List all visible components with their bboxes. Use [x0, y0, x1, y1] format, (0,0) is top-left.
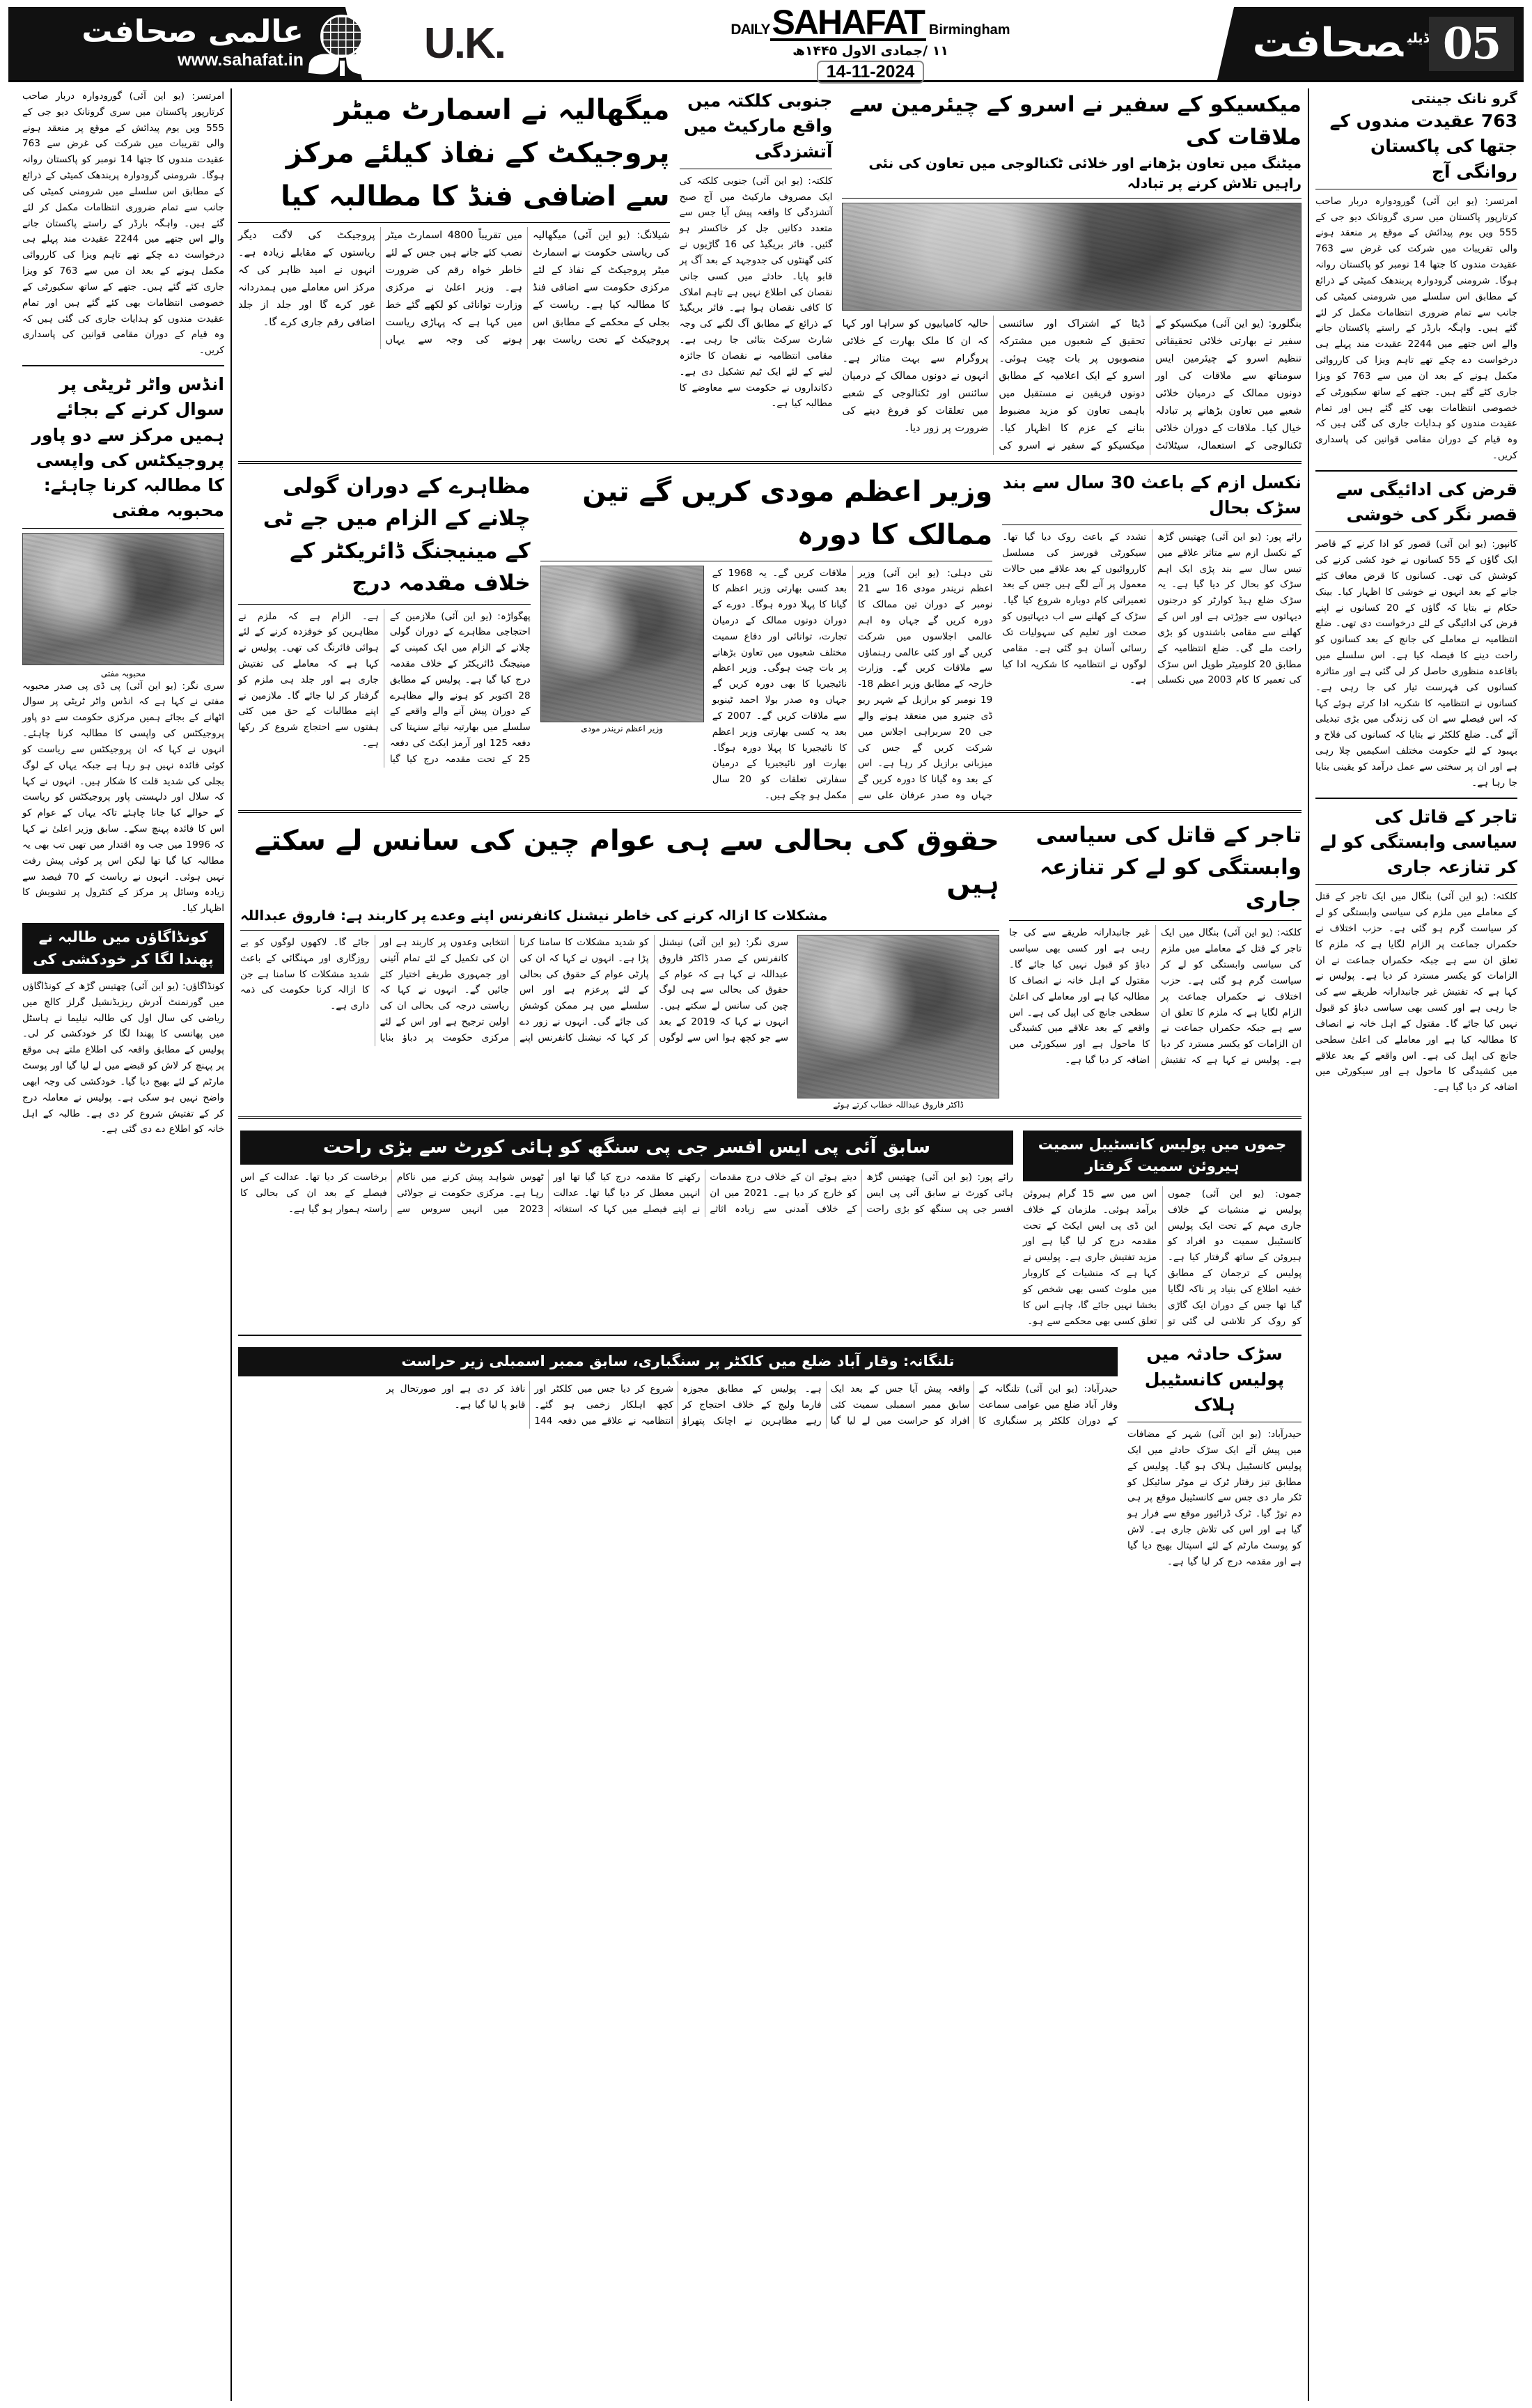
farooq-headline: حقوق کی بحالی سے ہی عوام چین کی سانس لے سکتے ہیں [254, 824, 999, 900]
edition-label: U.K. [424, 20, 505, 68]
story-trader-spill [1009, 819, 1302, 1110]
masthead-urdu-main: صحافت [1252, 24, 1403, 63]
globe-leaf-logo-icon [311, 12, 375, 76]
globe-icon [320, 15, 364, 58]
student-suicide-headline: کونڈاگاؤں میں طالبہ نے پھندا لگا کر خودکشی کی [22, 923, 224, 974]
story-trader-murder [1315, 805, 1517, 1096]
trader-spill-headline: تاجر کے قاتل کی سیاسی وابستگی کو لے کر تنازعہ جاری [1035, 822, 1302, 912]
website-url: www.sahafat.in [177, 50, 304, 70]
leaf-left-icon [308, 52, 340, 75]
divider [1009, 920, 1302, 921]
left-filler-top [22, 88, 224, 359]
gregorian-date: 14-11-2024 [817, 61, 925, 84]
mehbooba-photo-caption: محبوبہ مفتی [100, 668, 146, 678]
divider [240, 930, 999, 931]
gurunanak-kicker: گرو نانک جینتی [1411, 90, 1517, 107]
story-gurunanak [1315, 88, 1517, 464]
farooq-body: سری نگر: (یو این آئی) نیشنل کانفرنس کے صدر ڈاکٹر فاروق عبداللہ نے کہا ہے کہ عوام کے حقوق کی بحالی سے ہی لوگ چین کی سانس لے سکتے ہیں۔ انہوں نے کہا کہ 2019 کے بعد سے جو کچھ ہوا اس سے لوگوں کو شدید مشکلات کا سامنا کرنا پڑا ہے۔ انہوں نے کہا کہ ان کی پارٹی عوام کے حقوق کی بحالی کے لئے پرعزم ہے اور اس سلسلے میں ہر ممکن کوشش کی جائے گی۔ انہوں نے زور دے کر کہا کہ نیشنل کانفرنس اپنے انتخابی وعدوں پر کاربند ہے اور ان کی تکمیل کے لئے تمام آئینی اور جمہوری طریقے اختیار کئے جائیں گے۔ انہوں نے کہا کہ ریاستی درجہ کی بحالی ان کی اولین ترجیح ہے اور اس کے لئے مرکزی حکومت پر دباؤ بنایا جائے گا۔ لاکھوں لوگوں کو بے روزگاری اور مہنگائی کے باعث شدید مشکلات کا سامنا ہے جن کا ازالہ کرنا حکومت کی ذمہ داری ہے۔ [240, 936, 788, 1043]
protest-firing-headline: مظاہرے کے دوران گولی چلانے کے الزام میں جے ٹی کے مینیجنگ ڈائریکٹر کے خلاف مقدمہ درج [263, 473, 531, 596]
story-loan-relief [1315, 477, 1517, 791]
left-column [16, 88, 232, 2401]
story-jammu-heroin [1023, 1125, 1302, 1329]
fourth-band [238, 1125, 1302, 1329]
kolkata-fire-headline: جنوبی کلکتہ میں واقع مارکیٹ میں آتشزدگی [683, 91, 833, 162]
mehbooba-photo [22, 533, 224, 665]
story-kolkata-fire [680, 88, 833, 455]
story-protest-firing [238, 470, 531, 804]
naxal-road-headline: نکسل ازم کے باعث 30 سال سے بند سڑک بحال [1002, 472, 1302, 518]
mexico-isro-body: بنگلورو: (یو این آئی) میکسیکو کے سفیر نے بھارتی خلائی تحقیقاتی تنظیم اسرو کے چیئرمین ایس سومناتھ سے ملاقات کی اور دونوں ممالک کے درمیان خلائی شعبے میں تعاون بڑھانے پر تبادلہ خیال کیا۔ ملاقات کے دوران خلائی ٹکنالوجی کے استعمال، سیٹلائٹ ڈیٹا کے اشتراک اور سائنسی تحقیق کے شعبوں میں مشترکہ منصوبوں پر بات چیت ہوئی۔ اسرو کے ایک اعلامیہ کے مطابق دونوں فریقین نے مستقبل میں باہمی تعاون کو مزید مضبوط بنانے کے عزم کا اظہار کیا۔ میکسیکو کے سفیر نے اسرو کی حالیہ کامیابیوں کو سراہا اور کہا کہ ان کا ملک بھارت کے خلائی پروگرام سے بہت متاثر ہے۔ انہوں نے دونوں ممالک کے درمیان سائنس اور ٹکنالوجی کے شعبے میں تعلقات کو فروغ دینے کی ضرورت پر زور دیا۔ [842, 318, 1302, 451]
modi-photo [540, 566, 704, 722]
masthead-urdu-title [1196, 24, 1429, 63]
road-accident-body: حیدرآباد: (یو این آئی) شہر کے مضافات میں پیش آئے ایک سڑک حادثے میں ایک پولیس کانسٹیبل ہلاک ہو گیا۔ پولیس کے مطابق تیز رفتار ٹرک نے موٹر سائیکل کو ٹکر مار دی جس سے کانسٹیبل موقع پر ہی دم توڑ گیا۔ ٹرک ڈرائیور موقع سے فرار ہو گیا ہے اور اس کی تلاش جاری ہے۔ لاش کو پوسٹ مارٹم کے لئے اسپتال بھیج دیا گیا ہے اور مقدمہ درج کر لیا گیا ہے۔ [1127, 1429, 1302, 1567]
loan-relief-body: کانپور: (یو این آئی) قصور کو ادا کرنے کے قاصر ایک گاؤں کے 55 کسانوں نے خود کشی کرنے کی کوشش کی تھی۔ کسانوں کا قرض معاف کئے جانے کے بعد انہوں نے خوشی کا اظہار کیا۔ بینک حکام نے بتایا کہ گاؤں کے 20 کسانوں نے اپنے قرض کی ادائیگی کے لئے درخواست دی تھی۔ ضلع انتظامیہ نے معاملے کی جانچ کے بعد کسانوں کو راحت دینے کا فیصلہ کیا ہے۔ اس سلسلے میں باقاعدہ منظوری حاصل کر لی گئی ہے اور متاثرہ کسانوں کی فہرست تیار کی جا رہی ہے۔ کسانوں نے انتظامیہ کا شکریہ ادا کرتے ہوئے کہا کہ اس فیصلے سے ان کی زندگی میں بڑی تبدیلی آئے گی۔ ضلع کلکٹر نے بتایا کہ کسانوں کی فلاح و بہبود کے لئے حکومت مختلف اسکیمیں چلا رہی ہے اور ان پر سختی سے عمل درآمد کو یقینی بنایا جا رہا ہے۔ [1315, 538, 1517, 789]
left-filler-top-body: امرتسر: (یو این آئی) گورودوارہ دربار صاحب کرتارپور پاکستان میں سری گرونانک دیو جی کے 555 ویں یوم پیدائش کے موقع پر منعقد ہونے والی تقریبات میں شرکت کی غرض سے 763 عقیدت مندوں کا جتھا 14 نومبر کو پاکستان روانہ ہوگا۔ شرومنی گرودوارہ پربندھک کمیٹی کے ذرائع کے مطابق اس سلسلے میں شرومنی کمیٹی کی جانب سے تمام ضروری انتظامات مکمل کر لئے گئے ہیں۔ واہگہ بارڈر کے راستے پاکستان جانے والے اس جتھے میں 2244 عقیدت مند پہلے ہی درخواست دے چکے تھے تاہم ویزا کی کارروائی مکمل ہونے کے بعد ان میں سے 763 کو ویزا جاری کئے گئے ہیں۔ جتھے کے ساتھ سکیورٹی کے خصوصی انتظامات بھی کئے گئے ہیں اور تمام عقیدت مندوں کو ہدایات جاری کی گئی ہیں کہ وہ قیام کے دوران مقامی قوانین کی پاسداری کریں۔ [22, 91, 224, 357]
kolkata-fire-body: کلکتہ: (یو این آئی) جنوبی کلکتہ کی ایک مصروف مارکیٹ میں آج صبح آتشزدگی کا واقعہ پیش آیا جس سے متعدد دکانیں جل کر خاکستر ہو گئیں۔ فائر بریگیڈ کی 16 گاڑیوں نے کئی گھنٹوں کی جدوجہد کے بعد آگ پر قابو پایا۔ حادثے میں کسی جانی نقصان کی اطلاع نہیں ہے تاہم املاک کا کافی نقصان ہوا ہے۔ فائر بریگیڈ کے ذرائع کے مطابق آگ لگنے کی وجہ شارٹ سرکٹ بتائی جا رہی ہے۔ مقامی انتظامیہ نے نقصان کا جائزہ لینے کے لئے ایک ٹیم تشکیل دی ہے۔ دکانداروں نے حکومت سے معاوضے کا مطالبہ کیا ہے۔ [679, 175, 833, 410]
brand-name: SAHAFAT [770, 6, 926, 41]
right-column [1308, 88, 1524, 2401]
telangana-headline: تلنگانہ: وقار آباد ضلع میں کلکٹر پر سنگباری، سابق ممبر اسمبلی زیر حراست [238, 1347, 1118, 1376]
story-ips-officer [240, 1125, 1013, 1329]
story-student-suicide [22, 923, 224, 1137]
story-meghalaya-meter [238, 88, 670, 455]
divider [238, 1116, 1302, 1119]
modi-tour-body: نئی دہلی: (یو این آئی) وزیر اعظم نریندر مودی 16 سے 21 نومبر کے دوران تین ممالک کا دورہ کریں گے جہاں وہ اہم عالمی اجلاسوں میں شرکت کریں گے اور کئی عالمی رہنماؤں سے ملاقات کریں گے۔ وزارت خارجہ کے مطابق وزیر اعظم 18-19 نومبر کو برازیل کے شہر ریو ڈی جنیرو میں منعقد ہونے والے جی 20 سربراہی اجلاس میں شرکت کریں گے جس کی میزبانی برازیل کر رہا ہے۔ اس کے بعد وہ گیانا کا دورہ کریں گے جہاں وہ صدر عرفان علی سے ملاقات کریں گے۔ یہ 1968 کے بعد کسی بھارتی وزیر اعظم کا گیانا کا پہلا دورہ ہوگا۔ دورے کے دوران دونوں ممالک کے درمیان تجارت، توانائی اور دفاع سمیت مختلف شعبوں میں تعاون بڑھانے پر بات چیت ہوگی۔ وزیر اعظم نائیجیریا کا بھی دورہ کریں گے جہاں وہ صدر بولا احمد ٹینوبو سے ملاقات کریں گے۔ 2007 کے بعد یہ کسی بھارتی وزیر اعظم کا نائیجیریا کا پہلا دورہ ہوگا۔ بھارت اور نائیجیریا کے درمیان سفارتی تعلقات کو 20 سال مکمل ہو چکے ہیں۔ [712, 567, 993, 802]
indus-treaty-headline: انڈس واٹر ٹریٹی پر سوال کرنے کے بجائے ہمیں مرکز سے دو پاور پروجیکٹس کی واپسی کا مطالبہ کرنا چاہئے: محبوبہ مفتی [31, 374, 224, 521]
page-number: 05 [1429, 17, 1514, 71]
story-indus-treaty [22, 372, 224, 917]
middle-column [232, 88, 1308, 2401]
story-modi-tour [540, 470, 993, 804]
telangana-body: حیدرآباد: (یو این آئی) تلنگانہ کے وقار آباد ضلع میں عوامی سماعت کے دوران کلکٹر پر سنگباری کا واقعہ پیش آیا جس کے بعد ایک سابق ممبر اسمبلی سمیت کئی افراد کو حراست میں لے لیا گیا ہے۔ پولیس کے مطابق مجوزہ فارما ولیج کے خلاف احتجاج کر رہے مظاہرین نے اچانک پتھراؤ شروع کر دیا جس میں کلکٹر اور کچھ اہلکار زخمی ہو گئے۔ انتظامیہ نے علاقے میں دفعہ 144 نافذ کر دی ہے اور صورتحال پر قابو پا لیا گیا ہے۔ [386, 1383, 1118, 1427]
fifth-band [238, 1342, 1302, 1569]
loan-relief-headline: قرض کی ادائیگی سے قصر نگر کی خوشی [1336, 479, 1517, 525]
indus-treaty-body: سری نگر: (یو این آئی) پی ڈی پی صدر محبوبہ مفتی نے کہا ہے کہ انڈس واٹر ٹریٹی پر سوال اٹھانے کے بجائے ہمیں مرکزی حکومت سے دو پاور پروجیکٹس کی واپسی کا مطالبہ کرنا چاہئے۔ انہوں نے کہا کہ ان پروجیکٹس سے ریاست کو کوئی فائدہ نہیں ہو رہا ہے جبکہ یہاں کے لوگ بجلی کی شدید قلت کا شکار ہیں۔ انہوں نے کہا کہ سلال اور دلہستی پاور پروجیکٹس کو ریاست کے حوالے کیا جانا چاہئے تاکہ یہاں کے عوام کو اس کا فائدہ پہنچ سکے۔ سابق وزیر اعلیٰ نے کہا کہ 1996 میں جب وہ اقتدار میں تھیں تب بھی یہ مطالبہ کیا گیا تھا لیکن اس پر کوئی پیش رفت نہیں ہوئی۔ انہوں نے ریاست کے 70 فیصد سے زیادہ وسائل پر مرکز کے کنٹرول پر تشویش کا اظہار کیا۔ [22, 680, 224, 915]
jammu-heroin-headline: جموں میں پولیس کانسٹیبل سمیت ہیروئن سمیت گرفتار [1023, 1131, 1302, 1181]
divider [1315, 470, 1517, 472]
divider [238, 810, 1302, 813]
modi-photo-caption: وزیر اعظم نریندر مودی [581, 723, 664, 733]
gurunanak-body: امرتسر: (یو این آئی) گورودوارہ دربار صاحب کرتارپور پاکستان میں سری گرونانک دیو جی کے 555 ویں یوم پیدائش کے موقع پر منعقد ہونے والی تقریبات میں شرکت کی غرض سے 763 عقیدت مندوں کا جتھا 14 نومبر کو پاکستان روانہ ہوگا۔ شرومنی گرودوارہ پربندھک کمیٹی کے ذرائع کے مطابق اس سلسلے میں شرومنی کمیٹی کی جانب سے تمام ضروری انتظامات مکمل کر لئے گئے ہیں۔ واہگہ بارڈر کے راستے پاکستان جانے والے اس جتھے میں 2244 عقیدت مند پہلے ہی درخواست دے چکے تھے تاہم ویزا کی کارروائی مکمل ہونے کے بعد ان میں سے 763 کو ویزا جاری کئے گئے ہیں۔ جتھے کے ساتھ سکیورٹی کے خصوصی انتظامات بھی کئے گئے ہیں اور تمام عقیدت مندوں کو ہدایات جاری کی گئی ہیں کہ وہ قیام کے دوران مقامی قوانین کی پاسداری کریں۔ [1315, 195, 1517, 461]
divider [1315, 884, 1517, 885]
mexico-isro-headline: میکسیکو کے سفیر نے اسرو کے چیئرمین سے ملاقات کی [849, 92, 1302, 150]
masthead-urdu-superscript: ڈیلی [1407, 31, 1429, 46]
gurunanak-headline: 763 عقیدت مندوں کے جتھا کی پاکستان روانگی آج [1329, 111, 1517, 182]
divider [22, 365, 224, 366]
alami-sahafat-title: عالمی صحافت [81, 14, 304, 49]
divider [238, 222, 670, 223]
meghalaya-meter-body: شیلانگ: (یو این آئی) میگھالیہ کی ریاستی حکومت نے اسمارٹ میٹر پروجیکٹ کے نفاذ کے لئے مرکزی حکومت سے اضافی فنڈ کا مطالبہ کیا ہے۔ ریاست کے بجلی کے محکمے کے مطابق اس پروجیکٹ کے تحت ریاست بھر میں تقریباً 4800 اسمارٹ میٹر نصب کئے جانے ہیں جس کے لئے خاطر خواہ رقم کی ضرورت ہے۔ وزیر اعلیٰ نے مرکزی وزارت توانائی کو لکھے گئے خط میں کہا ہے کہ پہاڑی ریاست ہونے کی وجہ سے یہاں پروجیکٹ کی لاگت دیگر ریاستوں کے مقابلے زیادہ ہے۔ انہوں نے امید ظاہر کی کہ مرکز اس معاملے میں ہمدردانہ غور کرے گا اور جلد از جلد اضافی رقم جاری کرے گا۔ [237, 230, 670, 345]
divider [1315, 798, 1517, 799]
ips-officer-headline: سابق آئی پی ایس افسر جی پی سنگھ کو ہائی کورٹ سے بڑی راحت [240, 1131, 1013, 1165]
mexico-isro-subhead: میٹنگ میں تعاون بڑھانے اور خلائی ٹکنالوجی میں تعاون کی نئی راہیں تلاش کرنے پر تبادلہ [868, 155, 1302, 192]
divider [238, 461, 1302, 464]
masthead-left-block [1196, 7, 1524, 80]
second-band [238, 470, 1302, 804]
brand-daily-label: DAILY [730, 22, 770, 38]
mexico-isro-photo [842, 203, 1302, 311]
farooq-photo-caption: ڈاکٹر فاروق عبداللہ خطاب کرتے ہوئے [833, 1099, 964, 1110]
hijri-date: ۱۱ /جمادی الاول ۱۴۴۵ھ [792, 43, 948, 59]
meghalaya-meter-headline: میگھالیہ نے اسمارٹ میٹر پروجیکٹ کے نفاذ کیلئے مرکز سے اضافی فنڈ کا مطالبہ کیا [281, 94, 670, 212]
trader-spill-body: کلکتہ: (یو این آئی) بنگال میں ایک تاجر کے قتل کے معاملے میں ملزم کی سیاسی وابستگی کو لے کر سیاست گرم ہو گئی ہے۔ حزب اختلاف نے حکمراں جماعت پر الزام لگایا ہے کہ ملزم کا تعلق ان سے ہے جبکہ حکمراں جماعت نے ان الزامات کو یکسر مسترد کر دیا ہے۔ پولیس نے کہا ہے کہ تفتیش غیر جانبدارانہ طریقے سے کی جا رہی ہے اور کسی بھی سیاسی دباؤ کو قبول نہیں کیا جائے گا۔ مقتول کے اہل خانہ نے انصاف کا مطالبہ کیا ہے اور معاملے کی اعلیٰ سطحی جانچ کی اپیل کی ہے۔ اس واقعے کے بعد علاقے میں کشیدگی کا ماحول ہے اور سیکورٹی میں اضافہ کر دیا گیا ہے۔ [1009, 927, 1302, 1066]
content-grid [8, 88, 1524, 2401]
farooq-subhead: مشکلات کا ازالہ کرنے کی خاطر نیشنل کانفرنس اپنے وعدے پر کاربند ہے: فاروق عبداللہ [240, 906, 828, 924]
top-band [238, 88, 1302, 455]
divider [238, 604, 531, 605]
farooq-photo [797, 935, 999, 1098]
ips-officer-body: رائے پور: (یو این آئی) چھتیس گڑھ ہائی کورٹ نے سابق آئی پی ایس افسر جی پی سنگھ کو بڑی راحت دیتے ہوئے ان کے خلاف درج مقدمات کو خارج کر دیا ہے۔ 2021 میں ان کے خلاف آمدنی سے زیادہ اثاثے رکھنے کا مقدمہ درج کیا گیا تھا اور انہیں معطل کر دیا گیا تھا۔ عدالت نے اپنے فیصلے میں کہا کہ استغاثہ ٹھوس شواہد پیش کرنے میں ناکام رہا ہے۔ مرکزی حکومت نے جولائی 2023 میں انہیں سروس سے برخاست کر دیا تھا۔ عدالت کے اس فیصلے کے بعد ان کی بحالی کا راستہ ہموار ہو گیا ہے۔ [240, 1171, 1013, 1215]
story-naxal-road [1002, 470, 1302, 804]
edition-block [384, 7, 545, 80]
divider [842, 198, 1302, 199]
road-accident-headline: سڑک حادثہ میں پولیس کانسٹیبل ہلاک [1144, 1344, 1285, 1415]
brand-city: Birmingham [928, 22, 1010, 38]
divider [1315, 531, 1517, 532]
story-farooq [240, 819, 999, 1110]
masthead-center-block [545, 3, 1196, 82]
stem-icon [340, 61, 345, 76]
masthead [8, 3, 1524, 82]
trader-murder-headline: تاجر کے قاتل کی سیاسی وابستگی کو لے کر تنازعہ جاری [1320, 806, 1517, 878]
brand-row [730, 3, 1010, 42]
student-suicide-body: کونڈاگاؤں: (یو این آئی) چھتیس گڑھ کے کونڈاگاؤں میں گورنمنٹ آدرش ریزیڈنشیل گرلز کالج میں ریاضی کی سال اول کی طالبہ نیلیما نے ہاسٹل میں پھانسی کا پھندا لگا کر خودکشی کر لی۔ پولیس کے مطابق واقعہ کی اطلاع ملتے ہی موقع پر پہنچ کر لاش کو قبضے میں لے لیا گیا اور پوسٹ مارٹم کے لئے بھیج دیا گیا۔ خودکشی کی وجہ ابھی واضح نہیں ہو سکی ہے۔ پولیس نے معاملہ درج کر کے تفتیش شروع کر دی ہے۔ طالبہ کے اہل خانہ کو اطلاع دے دی گئی ہے۔ [22, 981, 224, 1135]
naxal-road-body: رائے پور: (یو این آئی) چھتیس گڑھ کے نکسل ازم سے متاثر علاقے میں تیس سال سے بند پڑی ایک اہم سڑک کو بحال کر دیا گیا ہے۔ یہ سڑک ضلع ہیڈ کوارٹر کو درجنوں دیہاتوں سے جوڑتی ہے اور اس کے کھلنے سے مقامی باشندوں کو بڑی راحت ملے گی۔ ضلع انتظامیہ کے مطابق 20 کلومیٹر طویل اس سڑک کی تعمیر کا کام 2003 میں نکسلی تشدد کے باعث روک دیا گیا تھا۔ سیکورٹی فورسز کی مسلسل کارروائیوں کے بعد علاقے میں حالات معمول پر آنے لگے ہیں جس کے بعد تعمیراتی کام دوبارہ شروع کیا گیا۔ سڑک کے کھلنے سے اب دیہاتیوں کو صحت اور تعلیم کی سہولیات تک رسائی آسان ہو گئی ہے۔ مقامی لوگوں نے انتظامیہ کا شکریہ ادا کیا ہے۔ [1002, 531, 1302, 686]
third-band [238, 819, 1302, 1110]
masthead-right-text [8, 14, 304, 70]
divider [22, 528, 224, 529]
modi-tour-headline: وزیر اعظم مودی کریں گے تین ممالک کا دورہ [582, 475, 993, 551]
protest-firing-body: پھگواڑہ: (یو این آئی) ملازمین کے احتجاجی مظاہرے کے دوران گولی چلانے کے الزام میں ایک کمپنی کے مینیجنگ ڈائریکٹر کے خلاف مقدمہ درج کیا گیا ہے۔ پولیس کے مطابق 28 اکتوبر کو ہونے والے مظاہرے کے دوران پیش آنے والے واقعے کے سلسلے میں بھارتیہ نیائے سنہتا کی دفعہ 125 اور آرمز ایکٹ کی دفعہ 25 کے تحت مقدمہ درج کیا گیا ہے۔ الزام ہے کہ ملزم نے مظاہرین کو خوفزدہ کرنے کے لئے ہوائی فائرنگ کی تھی۔ پولیس نے کہا ہے کہ معاملے کی تفتیش جاری ہے اور جلد ہی ملزم کو گرفتار کر لیا جائے گا۔ ملازمین نے اپنے مطالبات کے حق میں کئی ہفتوں سے احتجاج شروع کر رکھا ہے۔ [238, 610, 531, 765]
story-road-accident [1127, 1342, 1302, 1569]
divider [238, 1335, 1302, 1336]
trader-murder-body: کلکتہ: (یو این آئی) بنگال میں ایک تاجر کے قتل کے معاملے میں ملزم کی سیاسی وابستگی کو لے کر سیاست گرم ہو گئی ہے۔ حزب اختلاف نے حکمراں جماعت پر الزام لگایا ہے کہ ملزم کا تعلق ان سے ہے جبکہ حکمراں جماعت نے ان الزامات کو یکسر مسترد کر دیا ہے۔ پولیس نے کہا ہے کہ تفتیش غیر جانبدارانہ طریقے سے کی جا رہی ہے اور کسی بھی سیاسی دباؤ کو قبول نہیں کیا جائے گا۔ مقتول کے اہل خانہ نے انصاف کا مطالبہ کیا ہے اور معاملے کی اعلیٰ سطحی جانچ کی اپیل کی ہے۔ اس واقعے کے بعد علاقے میں کشیدگی کا ماحول ہے اور سیکورٹی میں اضافہ کر دیا گیا ہے۔ [1315, 891, 1517, 1094]
story-mexico-isro [842, 88, 1302, 455]
jammu-heroin-body: جموں: (یو این آئی) جموں پولیس نے منشیات کے خلاف جاری مہم کے تحت ایک پولیس کانسٹیبل سمیت دو افراد کو ہیروئن کے ساتھ گرفتار کیا ہے۔ پولیس کے ترجمان کے مطابق خفیہ اطلاع کی بنیاد پر ناکہ لگایا گیا تھا جس کے دوران ایک گاڑی کو روک کر تلاشی لی گئی تو اس میں سے 15 گرام ہیروئن برآمد ہوئی۔ ملزمان کے خلاف این ڈی پی ایس ایکٹ کے تحت مقدمہ درج کر لیا گیا ہے اور مزید تفتیش جاری ہے۔ پولیس نے کہا ہے کہ منشیات کے کاروبار میں ملوث کسی بھی شخص کو بخشا نہیں جائے گا، چاہے اس کا تعلق کسی بھی محکمے سے ہو۔ [1023, 1188, 1302, 1327]
leaf-right-icon [346, 52, 377, 75]
masthead-right-block [8, 7, 384, 80]
story-telangana [238, 1342, 1118, 1569]
